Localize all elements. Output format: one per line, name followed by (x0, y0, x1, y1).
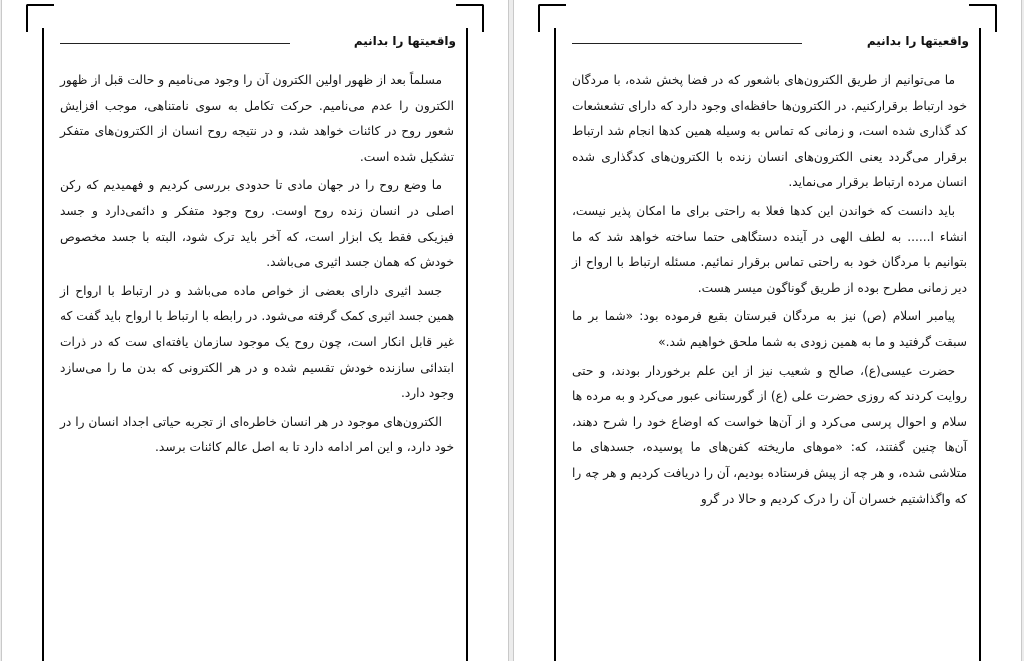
paragraph: الکترون‌های موجود در هر انسان خاطره‌ای از تجربه حیاتی اجداد انسان را در خود دارد، و این امر ادامه دارد تا به اصل عالم کائنات برسد. (60, 414, 454, 455)
frame-corner-top-right (456, 4, 484, 32)
page-header-title: واقعیتها را بدانیم (353, 34, 456, 48)
frame-corner-top-left (26, 4, 54, 32)
paragraph: ما وضع روح را در جهان مادی تا حدودی بررسی کردیم و فهمیدیم که رکن اصلی در انسان زنده روح اوست. روح وجود متفکر و دائمی‌دارد و جسد فیزیکی فقط یک ابزار است، که آخر باید ترک شود، البته با جسد مخصوص خودش که همان جسد اثیری می‌باشد. (60, 178, 454, 270)
page-body-text (60, 68, 454, 464)
paragraph: جسد اثیری دارای بعضی از خواص ماده می‌باشد و در ارتباط با ارواح از همین جسد اثیری کمک گرفته می‌شود. در رابطه با ارتباط با ارواح باید گفت که غیر قابل انکار است، چون روح یک موجود سازمان یافته‌ای ست که در ذرات ابتدائی سازنده خودش تقسیم شده و در هر الکترونی که بدن ما را می‌سازد وجود دارد. (60, 283, 454, 401)
document-page-right (513, 0, 1022, 661)
frame-border-right (466, 28, 468, 661)
frame-border-left (42, 28, 44, 661)
frame-border-right (979, 28, 981, 661)
header-rule (60, 43, 290, 44)
paragraph: پیامبر اسلام (ص) نیز به مردگان قبرستان بقیع فرموده بود: «شما بر ما سبقت گرفتید و ما به همین زودی به شما ملحق خواهیم شد.» (572, 309, 967, 349)
paragraph: مسلماً بعد از ظهور اولین الکترون آن را وجود می‌نامیم و حالت قبل از ظهور الکترون را عدم می‌نامیم. حرکت تکامل به سوی نامتناهی، موجب افزایش شعور روح در کائنات خواهد شد، و در نتیجه روح انسان از الکترون‌های متفکر تشکیل شده است. (60, 73, 454, 164)
page-body-text (572, 68, 967, 515)
frame-corner-top-left (538, 4, 566, 32)
paragraph: حضرت عیسی(ع)، صالح و شعیب نیز از این علم برخوردار بودند، و حتی روایت کردند که روزی حضرت علی (ع) از گورستانی عبور می‌کرد و به مرده ها سلام و احوال پرسی می‌کرد و از آن‌ها خواست که اوضاع خود را شرح دهند، آن‌ها چنین گفتند، که: «موهای ماریخته کفن‌های ما پوسیده، جسدهای ما متلاشی شده، و هر چه از پیش فرستاده بودیم، آن را دریافت کردیم و هر چه را که واگذاشتیم خسران آن را درک کردیم و حالا در گرو (572, 363, 967, 506)
page-header-title: واقعیتها را بدانیم (866, 34, 969, 48)
frame-corner-top-right (969, 4, 997, 32)
header-rule (572, 43, 802, 44)
frame-border-left (554, 28, 556, 661)
page-header (564, 32, 973, 56)
paragraph: ما می‌توانیم از طریق الکترون‌های باشعور که در فضا پخش شده، با مردگان خود ارتباط برقرارکنیم. در الکترون‌ها حافظه‌ای وجود دارد که دارای تشعشعات کد گذاری شده است، و زمانی که تماس به وسیله همین کدها انجام شد ارتباط برقرار می‌گردد یعنی الکترون‌های انسان زنده با الکترون‌های کدگذاری شده انسان مرده ارتباط برقرار می‌نماید. (572, 73, 967, 190)
paragraph: باید دانست که خواندن این کدها فعلا به راحتی برای ما امکان پذیر نیست، انشاء ا...... به لطف الهی در آینده دستگاهی حتما ساخته خواهد شد که ما بتوانیم با مردگان خود به راحتی تماس برقرار نمائیم. مسئله ارتباط با ارواح از دیر زمانی مطرح بوده از طریق گوناگون میسر هست. (572, 203, 967, 295)
page-header (52, 32, 460, 56)
document-page-left (1, 0, 509, 661)
